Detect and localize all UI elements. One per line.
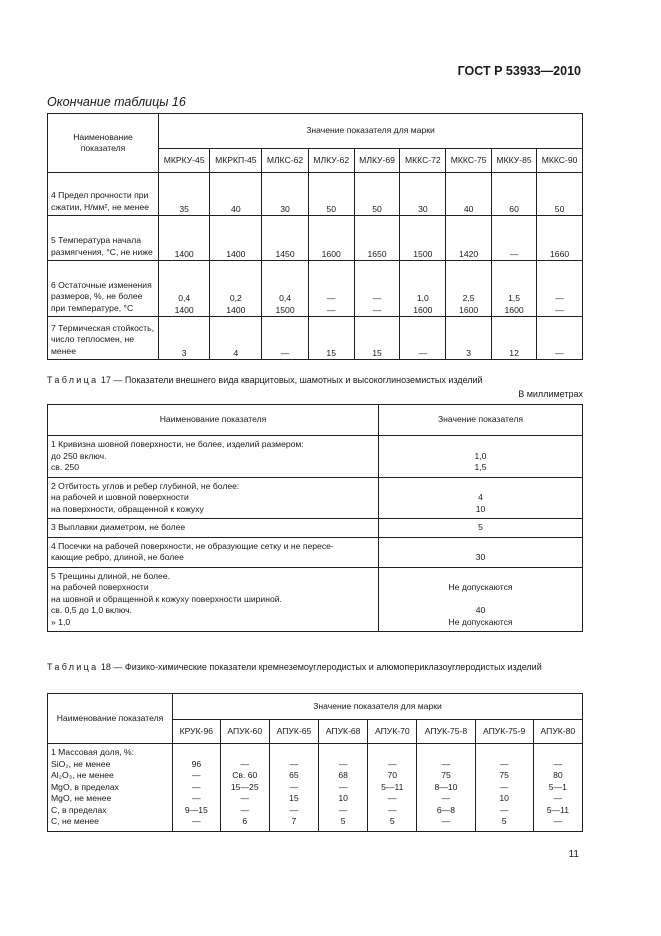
cell: 50 [354, 173, 400, 216]
cell-column: 96 — — — 9—15 — [173, 744, 221, 832]
mark-header: МЛКУ-69 [354, 149, 400, 173]
cell: — — [354, 261, 400, 317]
row-name: 5 Температура начала размягчения, °С, не ниже [48, 216, 159, 261]
cell: 1450 [262, 216, 308, 261]
cell: 30 [262, 173, 308, 216]
table-17 [47, 404, 583, 632]
cell: 1660 [537, 216, 583, 261]
mark-header: АПУК-75-8 [417, 720, 475, 744]
cell: 0,2 1400 [210, 261, 262, 317]
cell: 50 [537, 173, 583, 216]
cell-column: — 65 — 15 — 7 [269, 744, 318, 832]
cell: — [400, 317, 446, 360]
table-row: 2 Отбитость углов и ребер глубиной, не более: на рабочей и шовной поверхности на поверхности, обращенной к кожуху 4 10 [48, 477, 583, 519]
mark-header: МККС-75 [446, 149, 492, 173]
cell: 40 [210, 173, 262, 216]
mark-header: МЛКС-62 [262, 149, 308, 173]
row-name: 4 Предел прочности при сжатии, Н/мм², не менее [48, 173, 159, 216]
cell: 4 [210, 317, 262, 360]
table-row [48, 261, 583, 317]
cell: 1600 [308, 216, 354, 261]
cell-column: — 75 8—10 — 6—8 — [417, 744, 475, 832]
table-16 [47, 113, 583, 360]
mark-header: МККУ-85 [492, 149, 537, 173]
cell: 60 [492, 173, 537, 216]
cell: 1400 [210, 216, 262, 261]
cell: 3 [159, 317, 210, 360]
column-header-name: Наименование показателя [48, 694, 173, 744]
cell: 1,0 1600 [400, 261, 446, 317]
cell: 2,5 1600 [446, 261, 492, 317]
cell: 15 [354, 317, 400, 360]
cell-column: — 68 — 10 — 5 [319, 744, 368, 832]
cell: 3 [446, 317, 492, 360]
cell: 50 [308, 173, 354, 216]
column-header-value: Значение показателя [379, 405, 583, 436]
mark-header: МККС-72 [400, 149, 446, 173]
cell: 1400 [159, 216, 210, 261]
cell-column: — Св. 60 15—25 — — 6 [220, 744, 269, 832]
table-row [48, 173, 583, 216]
table-row [48, 744, 583, 832]
cell: — [262, 317, 308, 360]
column-header-name: Наименование показателя [48, 114, 159, 173]
table-row: 4 Посечки на рабочей поверхности, не образующие сетку и не пересе- кающие ребро, длиной, не более 30 [48, 537, 583, 567]
mark-header: АПУК-80 [533, 720, 582, 744]
cell: — — [537, 261, 583, 317]
cell: 12 [492, 317, 537, 360]
row-name-block: 1 Массовая доля, %: SiO₂, не менее Al₂O₃, не менее MgO, в пределах MgO, не менее С, в пределах С, не менее [48, 744, 173, 832]
mark-header: МЛКУ-62 [308, 149, 354, 173]
table-17-title: Таблица 17 — Показатели внешнего вида кварцитовых, шамотных и высокоглиноземистых изделий [47, 375, 483, 385]
cell: 0,4 1500 [262, 261, 308, 317]
cell: 1500 [400, 216, 446, 261]
mark-header: АПУК-68 [319, 720, 368, 744]
cell: — — [308, 261, 354, 317]
table-row: 1 Кривизна шовной поверхности, не более, изделий размером: до 250 включ. св. 250 1,0 1,5 [48, 436, 583, 478]
column-header-name: Наименование показателя [48, 405, 379, 436]
cell: 35 [159, 173, 210, 216]
cell-column: — 75 — 10 — 5 [475, 744, 533, 832]
row-name: 7 Термическая стойкость, число теплосмен, не менее [48, 317, 159, 360]
mark-header: АПУК-60 [220, 720, 269, 744]
table-row [48, 317, 583, 360]
table-16-caption: Окончание таблицы 16 [47, 95, 186, 109]
table-row [48, 216, 583, 261]
cell-column: — 80 5—1 — 5—11 — [533, 744, 582, 832]
cell: 1650 [354, 216, 400, 261]
cell: 40 [446, 173, 492, 216]
table-18 [47, 693, 583, 832]
mark-header: АПУК-70 [368, 720, 417, 744]
column-header-values: Значение показателя для марки [159, 114, 583, 149]
table-17-units: В миллиметрах [518, 389, 583, 399]
table-row: 3 Выплавки диаметром, не более 5 [48, 519, 583, 538]
cell: — [492, 216, 537, 261]
mark-header: АПУК-65 [269, 720, 318, 744]
cell-column: — 70 5—11 — — 5 [368, 744, 417, 832]
table-18-title: Таблица 18 — Физико-химические показатели кремнеземоуглеродистых и алюмопериклазоуглеродистых изделий [47, 662, 542, 672]
mark-header: МКРКУ-45 [159, 149, 210, 173]
cell: — [537, 317, 583, 360]
cell: 0,4 1400 [159, 261, 210, 317]
table-row: 5 Трещины длиной, не более. на рабочей поверхности на шовной и обращенной к кожуху поверхности шириной. св. 0,5 до 1,0 включ. » 1,0 Не допускаются 40 Не допускаются [48, 567, 583, 632]
mark-header: МКРКП-45 [210, 149, 262, 173]
cell: 1,5 1600 [492, 261, 537, 317]
mark-header: МККС-90 [537, 149, 583, 173]
cell: 15 [308, 317, 354, 360]
row-name: 6 Остаточные изменения размеров, %, не более при температуре, °С [48, 261, 159, 317]
page-number: 11 [568, 849, 579, 860]
standard-number: ГОСТ Р 53933—2010 [457, 64, 581, 78]
cell: 1420 [446, 216, 492, 261]
column-header-values: Значение показателя для марки [173, 694, 583, 720]
cell: 30 [400, 173, 446, 216]
mark-header: КРУК-96 [173, 720, 221, 744]
mark-header: АПУК-75-9 [475, 720, 533, 744]
